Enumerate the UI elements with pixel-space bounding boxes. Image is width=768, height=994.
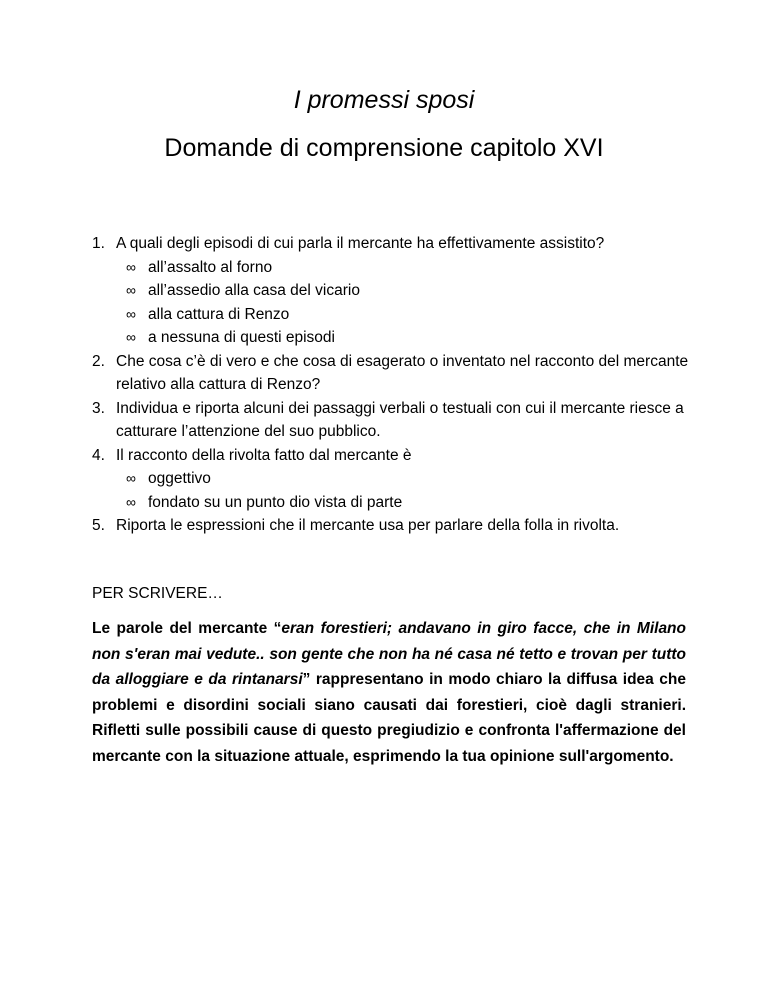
- question-number: 1.: [92, 235, 105, 252]
- question-number: 2.: [92, 352, 105, 370]
- option-item: [92, 303, 692, 327]
- option-text: fondato su un punto dio vista di parte: [148, 493, 403, 511]
- question-item: [92, 444, 692, 468]
- question-item: [92, 397, 692, 444]
- question-item: [92, 514, 692, 538]
- question-text: Riporta le espressioni che il mercante usa per parlare della folla in rivolta.: [116, 517, 620, 534]
- infinity-bullet-icon: ∞: [126, 470, 136, 486]
- infinity-bullet-icon: ∞: [126, 305, 136, 322]
- option-text: a nessuna di questi episodi: [148, 329, 335, 346]
- question-item: [92, 232, 692, 256]
- option-list: [92, 256, 692, 350]
- question-number: 3.: [92, 399, 105, 417]
- writing-intro: Le parole del mercante “: [92, 620, 282, 637]
- writing-rest: ” rappresentano in modo chiaro la diffusa idea che problemi e disordini sociali siano causati dai forestieri, cioè dagli stranieri. Rifletti sulle possibili cause di questo pregiudizio e confronta l'affermazione del mercante con la situazione attuale, esprimendo la tua opinione sull'argomento.: [92, 671, 686, 765]
- infinity-bullet-icon: ∞: [126, 282, 136, 298]
- option-text: oggettivo: [148, 470, 211, 487]
- question-text: A quali degli episodi di cui parla il mercante ha effettivamente assistito?: [116, 235, 605, 252]
- question-text: Che cosa c’è di vero e che cosa di esagerato o inventato nel racconto del mercante relativo alla cattura di Renzo?: [116, 352, 689, 393]
- question-number: 4.: [92, 446, 105, 464]
- question-text: Individua e riporta alcuni dei passaggi verbali o testuali con cui il mercante riesce a catturare l’attenzione del suo pubblico.: [116, 399, 684, 440]
- infinity-bullet-icon: ∞: [126, 329, 136, 345]
- infinity-bullet-icon: ∞: [126, 258, 136, 275]
- writing-prompt: [92, 616, 686, 769]
- option-item: [92, 326, 692, 350]
- option-item: [92, 491, 692, 515]
- option-item: [92, 279, 692, 303]
- option-item: [92, 256, 692, 280]
- option-item: [92, 467, 692, 491]
- option-list: [92, 467, 692, 514]
- question-number: 5.: [92, 517, 105, 534]
- questions-list: [92, 232, 692, 538]
- option-text: all’assedio alla casa del vicario: [148, 282, 360, 299]
- question-text: Il racconto della rivolta fatto dal mercante è: [116, 446, 412, 464]
- question-item: [92, 350, 692, 397]
- writing-quote: eran forestieri; andavano in giro facce, che in Milano non s'eran mai vedute.. son gente che non ha né casa né tetto e trovan per tutto da alloggiare e da rintanarsi: [92, 620, 686, 688]
- option-text: all’assalto al forno: [148, 258, 273, 276]
- document-subtitle: Domande di comprensione capitolo XVI: [164, 134, 604, 162]
- infinity-bullet-icon: ∞: [126, 493, 136, 510]
- document-title: I promessi sposi: [293, 86, 475, 114]
- option-text: alla cattura di Renzo: [148, 305, 290, 323]
- writing-section-label: PER SCRIVERE…: [92, 585, 223, 602]
